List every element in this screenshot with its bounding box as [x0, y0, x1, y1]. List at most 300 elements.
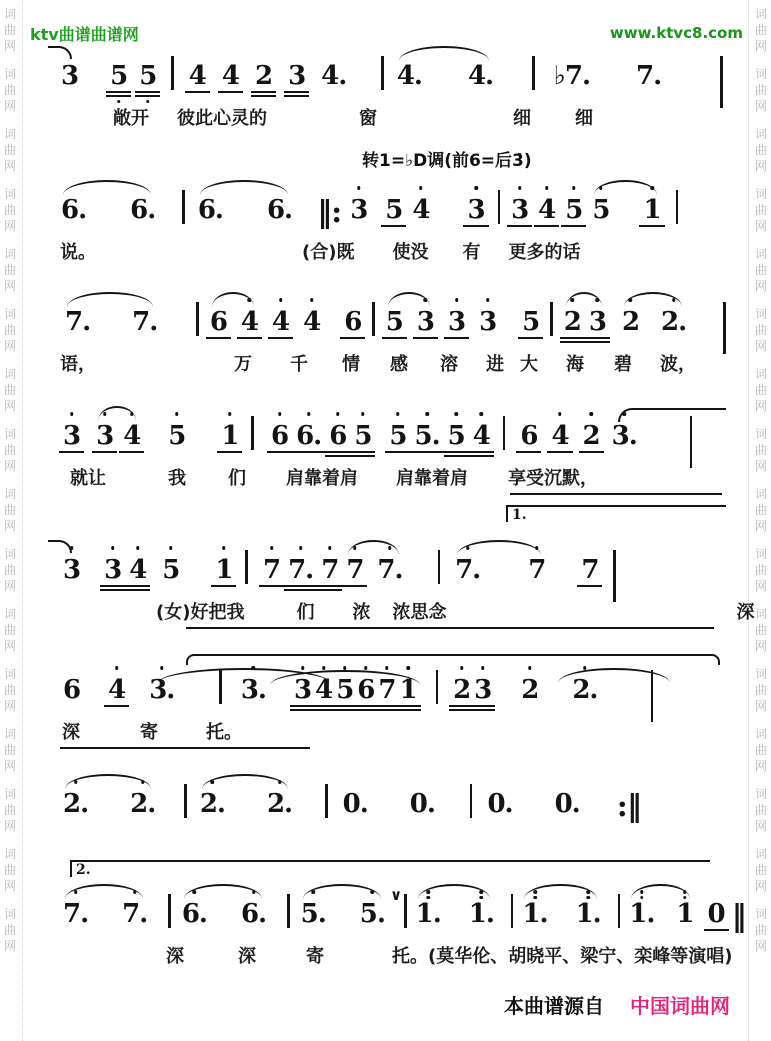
note-token: 7.	[62, 886, 89, 940]
notes-row	[58, 876, 746, 940]
beam-underline	[585, 337, 610, 339]
barline	[723, 302, 726, 354]
barline	[550, 302, 553, 336]
volta-bracket	[70, 860, 710, 877]
octave-dots-above	[596, 298, 600, 302]
note-token: 5	[564, 182, 583, 236]
lyric-segment: 浓	[352, 602, 371, 623]
octave-dots-above	[396, 412, 400, 416]
octave-dot	[683, 896, 687, 900]
barline	[532, 56, 535, 90]
octave-dot	[586, 896, 590, 900]
octave-dot	[589, 412, 593, 416]
octave-dots-above	[111, 546, 115, 550]
note-token: 3	[478, 294, 497, 348]
watermark-text: 词 曲 网	[3, 427, 16, 473]
note-token: 6	[519, 408, 538, 462]
beam-underline	[350, 451, 375, 453]
octave-dot	[599, 186, 603, 190]
octave-dots-above	[480, 412, 484, 416]
lyrics-row	[58, 598, 755, 624]
notes-row	[58, 652, 730, 716]
watermark-text: 词 曲 网	[3, 307, 16, 353]
note-group	[466, 182, 485, 236]
octave-dot	[133, 890, 137, 894]
note-token: 0.	[554, 789, 580, 819]
note-token: 7.	[454, 542, 481, 596]
beam-underline	[470, 709, 495, 711]
slurred-note-group	[95, 408, 141, 462]
lyric-segment: 万	[234, 354, 252, 375]
note-token: 5	[384, 182, 403, 236]
beam-underline	[218, 91, 243, 93]
beam-underline	[251, 95, 276, 97]
octave-dots-above	[70, 412, 74, 416]
note-group	[270, 408, 372, 462]
lyric-segment: 千	[290, 354, 308, 375]
barline	[219, 670, 222, 704]
octave-dot	[70, 412, 74, 416]
note-group	[511, 894, 514, 940]
octave-dot	[70, 546, 74, 550]
lyric-segment: 寄	[306, 946, 324, 967]
octave-dot	[650, 186, 654, 190]
lyric-segment: 就让	[70, 468, 106, 489]
note-token: 3	[287, 48, 306, 102]
note-group	[438, 550, 441, 596]
beam-underline	[125, 585, 150, 587]
watermark-text: 词 曲 网	[754, 487, 767, 533]
slurred-note-group	[62, 886, 148, 940]
slurred-note-group	[345, 542, 403, 596]
beam-underline	[317, 585, 342, 587]
octave-dot	[480, 896, 484, 900]
beam-underline	[119, 451, 144, 453]
note-token: 6.	[295, 408, 322, 462]
octave-dots-above	[361, 412, 365, 416]
beam-underline	[92, 451, 117, 453]
octave-dot	[336, 412, 340, 416]
octave-dots-above	[270, 546, 274, 550]
note-group	[618, 894, 621, 940]
note-token: 6.	[240, 886, 267, 940]
octave-dot	[328, 546, 332, 550]
octave-dot	[466, 546, 470, 550]
octave-dots-above	[454, 412, 458, 416]
octave-dots-above	[640, 890, 644, 899]
octave-dots-above	[136, 546, 140, 550]
slurred-note-group	[181, 886, 267, 940]
octave-dot	[299, 546, 303, 550]
octave-dot	[385, 666, 389, 670]
footer	[58, 990, 730, 1019]
watermark-text: 词 曲 网	[3, 547, 16, 593]
beam-underline	[185, 91, 210, 93]
note-token: 1.	[575, 886, 602, 940]
beam-underline	[267, 451, 292, 453]
octave-dot	[141, 780, 145, 784]
octave-dot	[640, 890, 644, 894]
note-token: 5	[335, 662, 354, 716]
lyric-segment: 彼此心灵的	[177, 108, 267, 129]
beam-underline	[206, 337, 231, 339]
beam-underline	[547, 451, 572, 453]
lyric-segment: (合)既	[302, 242, 355, 263]
note-group	[390, 886, 402, 940]
octave-dots-above	[279, 298, 283, 302]
beam-underline	[217, 451, 242, 453]
notes-row	[58, 532, 730, 596]
note-group	[723, 302, 726, 348]
barline	[690, 416, 693, 468]
octave-dots-above	[301, 666, 305, 670]
beam-underline	[577, 585, 602, 587]
beam-underline	[444, 337, 469, 339]
barline	[196, 302, 199, 336]
note-token: 5	[388, 408, 407, 462]
note-group	[436, 670, 439, 716]
slurred-note-group	[628, 886, 694, 940]
note-group	[184, 784, 187, 830]
beam-underline	[237, 337, 262, 339]
octave-dot	[278, 780, 282, 784]
octave-dots-above	[558, 412, 562, 416]
note-token: 3	[588, 294, 607, 348]
watermark-text: 词 曲 网	[754, 7, 767, 53]
note-token: 7.	[132, 307, 158, 337]
lyrics-row	[58, 104, 730, 130]
octave-dots-above	[133, 890, 137, 894]
volta-bracket	[506, 505, 726, 522]
watermark-text: 词 曲 网	[3, 667, 16, 713]
octave-dots-above	[252, 666, 256, 670]
note-token: 0	[707, 886, 726, 940]
octave-dots-above	[419, 186, 423, 190]
note-token: 7	[377, 662, 396, 716]
beam-underline	[413, 337, 438, 339]
barline	[251, 416, 254, 450]
octave-dots-above	[169, 546, 173, 550]
octave-dot	[586, 890, 590, 894]
octave-dot	[455, 298, 459, 302]
watermark-text: 词 曲 网	[754, 787, 767, 833]
octave-dot	[371, 890, 375, 894]
octave-dot	[425, 412, 429, 416]
octave-dot	[558, 412, 562, 416]
octave-dots-above	[307, 412, 311, 416]
slurred-note-group	[563, 294, 607, 348]
watermark-text: 词 曲 网	[754, 667, 767, 713]
octave-dots-above	[160, 666, 164, 670]
octave-dot	[103, 412, 107, 416]
beam-underline	[317, 589, 342, 591]
octave-dot	[278, 412, 282, 416]
octave-dot	[583, 666, 587, 670]
octave-dot	[535, 546, 539, 550]
octave-dots-above	[175, 412, 179, 416]
barline	[503, 416, 506, 450]
barline	[245, 550, 248, 584]
octave-dots-above	[425, 412, 429, 416]
lyric-segment: 享受沉默，	[508, 468, 598, 489]
lyric-segment: 浓思念	[392, 602, 447, 623]
octave-dot	[388, 546, 392, 550]
slurred-note-group	[396, 48, 494, 102]
beam-underline	[106, 91, 131, 93]
beam-underline	[381, 225, 406, 227]
beam-underline	[284, 95, 309, 97]
note-group	[532, 56, 535, 102]
note-token: 2	[621, 294, 640, 348]
octave-dots-above	[455, 298, 459, 302]
lyric-segment: 使没	[392, 242, 429, 263]
octave-dot	[357, 186, 361, 190]
note-group	[384, 182, 430, 236]
octave-dots-above	[299, 546, 303, 550]
note-group	[510, 182, 583, 236]
beam-underline	[342, 585, 367, 587]
octave-dot	[364, 666, 368, 670]
note-token: 7	[262, 542, 281, 596]
note-token: 0.	[409, 789, 435, 819]
slurred-note-group	[454, 542, 546, 596]
beam-underline	[518, 337, 543, 339]
octave-dot	[545, 186, 549, 190]
note-group	[613, 550, 616, 596]
barline	[381, 56, 384, 90]
note-token: 4	[411, 182, 430, 236]
octave-dots-above	[310, 298, 314, 302]
notes-row	[58, 38, 730, 102]
note-token: 2.	[129, 776, 156, 830]
watermark-text: 词 曲 网	[754, 607, 767, 653]
note-group	[342, 776, 436, 830]
note-token: 6	[356, 662, 375, 716]
note-token: 5	[109, 48, 128, 102]
note-token: 6	[270, 408, 289, 462]
note-group	[196, 302, 199, 348]
note-token: 3	[473, 662, 492, 716]
note-token: 4	[107, 662, 126, 716]
octave-dots-above	[388, 546, 392, 550]
footer-site-link[interactable]: 中国词曲网	[630, 994, 730, 1018]
note-group	[109, 48, 157, 102]
note-token: 4	[472, 408, 491, 462]
lyric-segment: 们	[228, 468, 246, 489]
barline	[171, 56, 174, 90]
lyric-segment: 溶	[440, 354, 458, 375]
melisma-line	[186, 627, 714, 629]
slurred-note-group	[415, 886, 495, 940]
beam-underline	[340, 337, 365, 339]
note-token: 4	[122, 408, 141, 462]
lyric-segment: 寄	[140, 722, 158, 743]
barline	[436, 670, 439, 704]
note-token: 5	[167, 408, 186, 462]
lyric-segment: 深	[62, 722, 80, 743]
barline	[613, 550, 616, 602]
note-token: 4	[188, 48, 207, 102]
slurred-note-group	[300, 886, 386, 940]
site-url[interactable]: www.ktvc8.com	[609, 24, 743, 42]
octave-dot	[424, 298, 428, 302]
octave-dot	[169, 546, 173, 550]
note-group	[103, 542, 147, 596]
note-token: 1.	[521, 886, 548, 940]
barline	[404, 894, 407, 928]
lyric-segment: 情	[342, 354, 360, 375]
repeat-begin-sign: ‖:	[317, 195, 342, 230]
barline	[184, 784, 187, 818]
note-token: 3	[293, 662, 312, 716]
note-token: 6	[209, 294, 228, 348]
lyric-segment: 深	[238, 946, 256, 967]
note-token: 7.	[636, 61, 662, 91]
site-logo[interactable]: ktv曲谱曲谱网	[30, 25, 139, 44]
note-group	[271, 294, 321, 348]
octave-dot	[175, 412, 179, 416]
octave-dot	[115, 666, 119, 670]
lyric-segment: 更多的话	[508, 242, 581, 263]
barline	[498, 190, 501, 224]
note-token: 1.	[628, 886, 655, 940]
beam-underline	[284, 585, 317, 587]
note-token: 4.	[321, 61, 347, 91]
beam-underline	[135, 95, 160, 97]
octave-dots-above	[74, 780, 78, 784]
note-token: 6.	[266, 195, 293, 225]
melisma-line	[510, 493, 722, 495]
note-group	[148, 662, 175, 716]
lyric-segment: 海	[566, 354, 584, 375]
watermark-text: 词 曲 网	[3, 727, 16, 773]
music-system	[58, 284, 730, 376]
note-group	[553, 48, 663, 102]
octave-dot	[640, 896, 644, 900]
note-group	[240, 662, 267, 716]
octave-dot	[130, 412, 134, 416]
watermark-text: 词 曲 网	[754, 547, 767, 593]
note-token: 7.	[376, 542, 403, 596]
note-group	[293, 662, 418, 716]
note-group	[245, 550, 248, 596]
final-barline: ‖	[731, 899, 746, 934]
watermark-text: 词 曲 网	[3, 607, 16, 653]
octave-dot	[252, 666, 256, 670]
note-group	[498, 190, 501, 236]
octave-dots-above	[622, 412, 626, 416]
beam-underline	[284, 91, 309, 93]
watermark-text: 词 曲 网	[3, 487, 16, 533]
lyric-segment: 大	[520, 354, 538, 375]
lyric-segment: 托。	[206, 722, 242, 743]
lyric-segment: 细	[575, 108, 593, 129]
volta-label: 2.	[76, 862, 91, 878]
note-token: 6	[63, 675, 81, 705]
melisma-line	[60, 747, 310, 749]
music-system	[58, 38, 730, 130]
lyric-segment: 进	[486, 354, 504, 375]
note-group	[349, 182, 368, 236]
octave-dots-above	[278, 412, 282, 416]
octave-dots-above	[460, 666, 464, 670]
octave-dot	[279, 298, 283, 302]
music-system	[58, 766, 730, 830]
note-token: 5	[591, 182, 610, 236]
volta-label: 1.	[512, 507, 527, 523]
note-group	[251, 416, 254, 462]
octave-dot	[228, 412, 232, 416]
lyric-segment: 窗	[359, 108, 377, 129]
note-token: 6.	[197, 195, 223, 225]
note-group	[486, 776, 580, 830]
barline	[168, 894, 171, 928]
note-token: 5.	[359, 886, 386, 940]
octave-dot	[311, 890, 315, 894]
note-token: 5	[138, 48, 157, 102]
octave-dot	[211, 780, 215, 784]
octave-dot	[481, 666, 485, 670]
slurred-note-group	[591, 182, 661, 236]
note-token: 1	[214, 542, 233, 596]
music-system	[58, 652, 730, 749]
note-group	[503, 416, 506, 462]
music-system	[58, 151, 730, 264]
octave-dot	[193, 890, 197, 894]
octave-dots-above	[533, 890, 537, 899]
note-group	[372, 302, 375, 348]
note-group	[731, 899, 746, 940]
note-group	[676, 190, 679, 236]
note-token: 1.	[468, 886, 495, 940]
octave-dot	[353, 546, 357, 550]
note-group	[62, 662, 81, 716]
beam-underline	[534, 225, 559, 227]
note-group	[188, 48, 348, 102]
note-token: 0.	[487, 789, 513, 819]
lyric-segment: 感	[390, 354, 408, 375]
beam-underline	[507, 225, 532, 227]
note-token: 4	[271, 294, 290, 348]
note-token: 1	[398, 662, 417, 716]
octave-dot	[74, 780, 78, 784]
note-token: 2.	[199, 776, 226, 830]
octave-dot	[310, 298, 314, 302]
lyric-segment: 深	[736, 602, 755, 623]
octave-dots-above	[371, 890, 375, 894]
note-token: 3	[349, 182, 368, 236]
octave-dots-above	[650, 186, 654, 190]
lyric-segment: 敞开	[113, 108, 149, 129]
note-group	[214, 542, 233, 596]
note-token: 3	[62, 408, 81, 462]
octave-dots-above	[571, 298, 575, 302]
beam-underline	[639, 225, 664, 227]
octave-dots-below	[146, 100, 150, 104]
note-group	[219, 670, 222, 716]
note-token: 4	[240, 294, 259, 348]
beam-underline	[104, 705, 129, 707]
note-token: 2	[452, 662, 471, 716]
note-group	[452, 662, 492, 716]
octave-dots-above	[70, 546, 74, 550]
beam-underline	[135, 91, 160, 93]
watermark-text: 词 曲 网	[754, 127, 767, 173]
octave-dot	[480, 412, 484, 416]
note-group	[470, 784, 473, 830]
music-system	[58, 398, 730, 495]
octave-dots-above	[248, 298, 252, 302]
